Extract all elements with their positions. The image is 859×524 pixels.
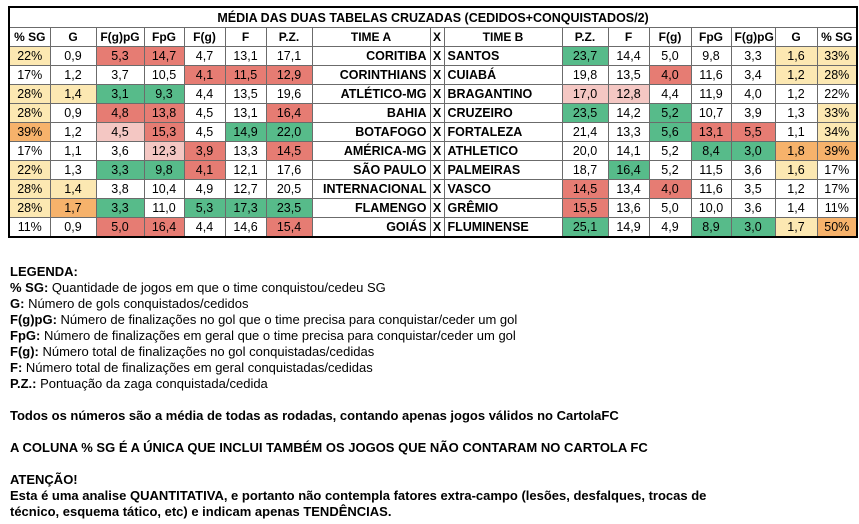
team-a-cell[interactable]: CORITIBA [312,47,430,66]
table-cell[interactable]: 8,4 [691,142,731,161]
column-header[interactable]: TIME A [312,28,430,47]
column-header[interactable]: % SG [817,28,857,47]
table-cell[interactable]: 1,4 [775,199,817,218]
table-cell[interactable]: 17,6 [266,161,312,180]
column-header[interactable]: % SG [9,28,50,47]
column-header[interactable]: FpG [144,28,184,47]
note-matches: Todos os números são a média de todas as rodadas, contando apenas jogos válidos no CartolaFC [10,408,619,423]
column-header[interactable]: X [430,28,444,47]
team-a-cell[interactable]: ATLÉTICO-MG [312,85,430,104]
table-cell[interactable]: 16,4 [144,218,184,238]
table-cell[interactable]: 4,9 [184,180,225,199]
column-header[interactable]: F [225,28,266,47]
table-cell[interactable]: 13,5 [608,66,649,85]
team-a-cell[interactable]: AMÉRICA-MG [312,142,430,161]
table-cell[interactable]: 28% [9,85,50,104]
table-cell[interactable]: 4,1 [184,161,225,180]
column-header[interactable]: TIME B [444,28,562,47]
table-cell[interactable]: 20,5 [266,180,312,199]
table-cell[interactable]: 13,5 [225,85,266,104]
table-cell[interactable]: 4,4 [649,85,691,104]
table-cell[interactable]: 28% [9,180,50,199]
table-cell[interactable]: 1,3 [775,104,817,123]
table-cell[interactable]: 1,2 [775,180,817,199]
table-cell[interactable]: 28% [9,104,50,123]
table-cell[interactable]: 17% [9,142,50,161]
column-header[interactable]: FpG [691,28,731,47]
legend-item [10,328,850,344]
table-cell[interactable]: 17,0 [562,85,608,104]
table-cell[interactable]: 21,4 [562,123,608,142]
table-cell[interactable]: 12,8 [608,85,649,104]
table-cell[interactable]: 14,7 [144,47,184,66]
table-row [9,199,857,218]
table-cell[interactable]: 1,8 [775,142,817,161]
legend-term: % SG: [10,280,49,295]
versus-cell[interactable]: X [430,218,444,238]
table-cell[interactable]: 13,3 [608,123,649,142]
table-cell[interactable]: 11,6 [691,180,731,199]
table-cell[interactable]: 11,6 [691,66,731,85]
table-cell[interactable]: 3,6 [731,199,775,218]
table-cell[interactable]: 1,2 [50,66,96,85]
column-header[interactable]: F(g) [184,28,225,47]
table-row [9,161,857,180]
table-cell[interactable]: 5,6 [649,123,691,142]
table-cell[interactable]: 14,9 [225,123,266,142]
table-cell[interactable]: 22,0 [266,123,312,142]
table-cell[interactable]: 25,1 [562,218,608,238]
table-cell[interactable]: 4,5 [184,104,225,123]
legend [10,264,850,520]
table-cell[interactable]: 3,3 [96,199,144,218]
table-cell[interactable]: 3,9 [731,104,775,123]
table-cell[interactable]: 0,9 [50,47,96,66]
table-cell[interactable]: 20,0 [562,142,608,161]
table-cell[interactable]: 10,7 [691,104,731,123]
header-row [9,28,857,47]
legend-description: Número de gols conquistados/cedidos [24,296,249,311]
team-b-cell[interactable]: FLUMINENSE [444,218,562,238]
table-cell[interactable]: 11% [9,218,50,238]
column-header[interactable]: F(g)pG [731,28,775,47]
table-cell[interactable]: 18,7 [562,161,608,180]
column-header[interactable]: P.Z. [266,28,312,47]
team-b-cell[interactable]: FORTALEZA [444,123,562,142]
legend-items [10,280,850,392]
table-cell[interactable]: 23,5 [562,104,608,123]
table-cell[interactable]: 17,1 [266,47,312,66]
table-cell[interactable]: 12,3 [144,142,184,161]
table-cell[interactable]: 22% [817,85,857,104]
table-cell[interactable]: 22% [9,47,50,66]
legend-item [10,344,850,360]
table-cell[interactable]: 3,1 [96,85,144,104]
table-cell[interactable]: 4,1 [184,66,225,85]
legend-term: F(g)pG: [10,312,57,327]
table-cell[interactable]: 5,0 [649,199,691,218]
table-cell[interactable]: 14,4 [608,47,649,66]
legend-item [10,376,850,392]
table-cell[interactable]: 13,4 [608,180,649,199]
table-cell[interactable]: 9,8 [144,161,184,180]
table-cell[interactable]: 1,2 [775,85,817,104]
team-b-cell[interactable]: BRAGANTINO [444,85,562,104]
table-cell[interactable]: 1,6 [775,161,817,180]
table-cell[interactable]: 4,0 [731,85,775,104]
team-a-cell[interactable]: BAHIA [312,104,430,123]
table-cell[interactable]: 3,4 [731,66,775,85]
title-row [9,7,857,28]
legend-item [10,312,850,328]
legend-term: P.Z.: [10,376,37,391]
table-cell[interactable]: 14,9 [608,218,649,238]
table-cell[interactable]: 10,0 [691,199,731,218]
table-cell[interactable]: 22% [9,161,50,180]
table-cell[interactable]: 5,0 [96,218,144,238]
table-cell[interactable]: 17% [9,66,50,85]
column-header[interactable]: P.Z. [562,28,608,47]
table-cell[interactable]: 39% [9,123,50,142]
table-cell[interactable]: 11,5 [691,161,731,180]
table-cell[interactable]: 4,4 [184,218,225,238]
versus-cell[interactable]: X [430,66,444,85]
table-row [9,123,857,142]
table-cell[interactable]: 14,1 [608,142,649,161]
table-cell[interactable]: 5,5 [731,123,775,142]
table-cell[interactable]: 12,1 [225,161,266,180]
table-cell[interactable]: 1,3 [50,161,96,180]
table-cell[interactable]: 4,7 [184,47,225,66]
table-cell[interactable]: 3,8 [96,180,144,199]
table-cell[interactable]: 5,2 [649,104,691,123]
team-b-cell[interactable]: SANTOS [444,47,562,66]
table-cell[interactable]: 17% [817,161,857,180]
table-cell[interactable]: 13,1 [225,47,266,66]
team-a-cell[interactable]: SÃO PAULO [312,161,430,180]
warning-title: ATENÇÃO! [10,472,78,487]
table-cell[interactable]: 33% [817,47,857,66]
versus-cell[interactable]: X [430,104,444,123]
table-cell[interactable]: 3,6 [731,161,775,180]
table-cell[interactable]: 13,1 [691,123,731,142]
table-cell[interactable]: 3,6 [96,142,144,161]
table-cell[interactable]: 15,3 [144,123,184,142]
column-header[interactable]: F [608,28,649,47]
table-cell[interactable]: 15,5 [562,199,608,218]
legend-item [10,280,850,296]
versus-cell[interactable]: X [430,180,444,199]
table-cell[interactable]: 1,4 [50,85,96,104]
team-a-cell[interactable]: INTERNACIONAL [312,180,430,199]
table-row [9,66,857,85]
legend-description: Número total de finalizações em geral conquistadas/cedidas [22,360,373,375]
versus-cell[interactable]: X [430,142,444,161]
team-b-cell[interactable]: CRUZEIRO [444,104,562,123]
table-cell[interactable]: 19,8 [562,66,608,85]
team-b-cell[interactable]: PALMEIRAS [444,161,562,180]
table-cell[interactable]: 3,5 [731,180,775,199]
table-cell[interactable]: 1,7 [775,218,817,238]
table-cell[interactable]: 14,2 [608,104,649,123]
table-cell[interactable]: 4,8 [96,104,144,123]
table-cell[interactable]: 4,4 [184,85,225,104]
table-cell[interactable]: 16,4 [266,104,312,123]
warning-line-1: Esta é uma analise QUANTITATIVA, e portanto não contempla fatores extra-campo (lesões, desfalques, trocas de [10,488,707,503]
table-cell[interactable]: 3,0 [731,142,775,161]
table-cell[interactable]: 3,0 [731,218,775,238]
team-a-cell[interactable]: FLAMENGO [312,199,430,218]
team-b-cell[interactable]: CUIABÁ [444,66,562,85]
column-header[interactable]: G [50,28,96,47]
table-cell[interactable]: 16,4 [608,161,649,180]
table-row [9,104,857,123]
column-header[interactable]: F(g) [649,28,691,47]
team-b-cell[interactable]: ATHLETICO [444,142,562,161]
versus-cell[interactable]: X [430,47,444,66]
table-cell[interactable]: 33% [817,104,857,123]
table-cell[interactable]: 1,7 [50,199,96,218]
table-cell[interactable]: 13,8 [144,104,184,123]
table-cell[interactable]: 28% [817,66,857,85]
table-cell[interactable]: 10,4 [144,180,184,199]
table-row [9,142,857,161]
table-cell[interactable]: 14,6 [225,218,266,238]
table-cell[interactable]: 14,5 [266,142,312,161]
table-cell[interactable]: 15,4 [266,218,312,238]
table-cell[interactable]: 17,3 [225,199,266,218]
table-cell[interactable]: 17% [817,180,857,199]
table-cell[interactable]: 1,4 [50,180,96,199]
table-cell[interactable]: 5,3 [184,199,225,218]
table-cell[interactable]: 4,5 [184,123,225,142]
table-cell[interactable]: 8,9 [691,218,731,238]
table-cell[interactable]: 1,2 [50,123,96,142]
table-cell[interactable]: 1,1 [50,142,96,161]
table-cell[interactable]: 9,8 [691,47,731,66]
table-cell[interactable]: 50% [817,218,857,238]
table-cell[interactable]: 5,2 [649,161,691,180]
table-cell[interactable]: 14,5 [562,180,608,199]
team-a-cell[interactable]: BOTAFOGO [312,123,430,142]
data-table [8,6,858,238]
table-cell[interactable]: 28% [9,199,50,218]
note-sg-column: A COLUNA % SG É A ÚNICA QUE INCLUI TAMBÉM OS JOGOS QUE NÃO CONTARAM NO CARTOLA FC [10,440,648,455]
table-cell[interactable]: 19,6 [266,85,312,104]
team-b-cell[interactable]: GRÊMIO [444,199,562,218]
versus-cell[interactable]: X [430,123,444,142]
table-cell[interactable]: 3,3 [731,47,775,66]
table-cell[interactable]: 13,3 [225,142,266,161]
table-cell[interactable]: 12,9 [266,66,312,85]
table-title[interactable]: MÉDIA DAS DUAS TABELAS CRUZADAS (CEDIDOS+CONQUISTADOS/2) [9,7,857,28]
team-b-cell[interactable]: VASCO [444,180,562,199]
table-cell[interactable]: 13,6 [608,199,649,218]
table-cell[interactable]: 10,5 [144,66,184,85]
table-cell[interactable]: 4,0 [649,180,691,199]
table-row [9,180,857,199]
table-cell[interactable]: 0,9 [50,104,96,123]
warning-line-2: técnico, esquema tático, etc) e indicam apenas TENDÊNCIAS. [10,504,392,519]
legend-description: Número de finalizações no gol que o time precisa para conquistar/ceder um gol [56,312,518,327]
legend-term: F: [10,360,23,375]
table-cell[interactable]: 34% [817,123,857,142]
table-cell[interactable]: 13,1 [225,104,266,123]
legend-heading: LEGENDA: [10,264,78,279]
team-a-cell[interactable]: CORINTHIANS [312,66,430,85]
table-row [9,218,857,238]
legend-term: G: [10,296,25,311]
table-cell[interactable]: 12,7 [225,180,266,199]
table-cell[interactable]: 11,5 [225,66,266,85]
table-cell[interactable]: 9,3 [144,85,184,104]
legend-description: Quantidade de jogos em que o time conquistou/cedeu SG [48,280,386,295]
table-cell[interactable]: 39% [817,142,857,161]
versus-cell[interactable]: X [430,199,444,218]
table-cell[interactable]: 11% [817,199,857,218]
table-row [9,85,857,104]
versus-cell[interactable]: X [430,85,444,104]
table-cell[interactable]: 11,9 [691,85,731,104]
table-cell[interactable]: 23,5 [266,199,312,218]
table-cell[interactable]: 4,0 [649,66,691,85]
legend-description: Número total de finalizações no gol conquistadas/cedidas [38,344,375,359]
table-cell[interactable]: 1,1 [775,123,817,142]
table-cell[interactable]: 1,2 [775,66,817,85]
table-cell[interactable]: 3,9 [184,142,225,161]
table-cell[interactable]: 11,0 [144,199,184,218]
team-a-cell[interactable]: GOIÁS [312,218,430,238]
column-header[interactable]: F(g)pG [96,28,144,47]
legend-description: Pontuação da zaga conquistada/cedida [36,376,268,391]
table-cell[interactable]: 4,5 [96,123,144,142]
legend-item [10,296,850,312]
table-cell[interactable]: 3,7 [96,66,144,85]
table-cell[interactable]: 5,3 [96,47,144,66]
table-cell[interactable]: 5,0 [649,47,691,66]
column-header[interactable]: G [775,28,817,47]
table-cell[interactable]: 4,9 [649,218,691,238]
legend-term: F(g): [10,344,39,359]
table-cell[interactable]: 3,3 [96,161,144,180]
table-cell[interactable]: 5,2 [649,142,691,161]
table-row [9,47,857,66]
legend-description: Número de finalizações em geral que o time precisa para conquistar/ceder um gol [40,328,516,343]
legend-term: FpG: [10,328,41,343]
versus-cell[interactable]: X [430,161,444,180]
table-cell[interactable]: 1,6 [775,47,817,66]
table-cell[interactable]: 0,9 [50,218,96,238]
legend-item [10,360,850,376]
table-cell[interactable]: 23,7 [562,47,608,66]
